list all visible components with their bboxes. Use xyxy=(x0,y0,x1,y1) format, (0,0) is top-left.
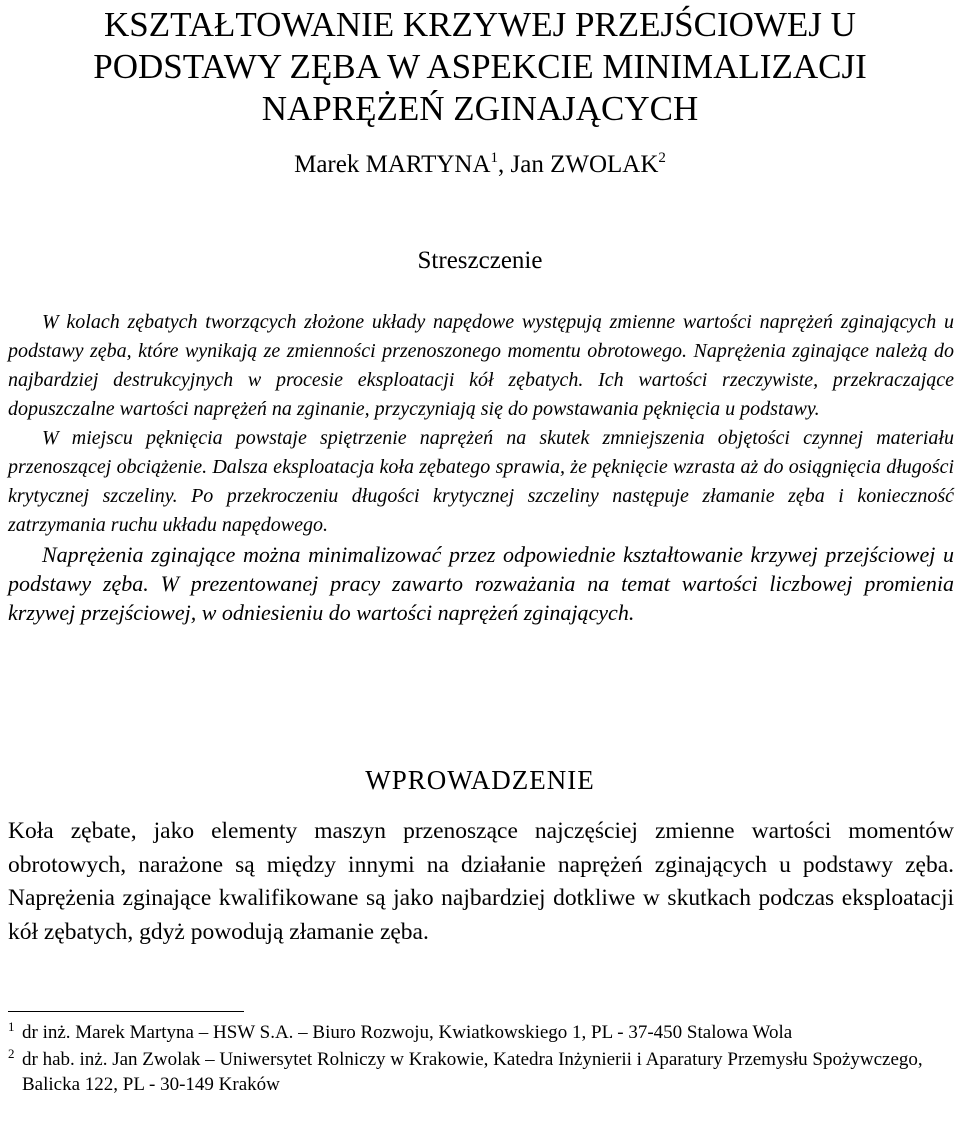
abstract-body xyxy=(8,308,954,627)
title-line: NAPRĘŻEŃ ZGINAJĄCYCH xyxy=(261,89,699,128)
abstract-paragraph: W kolach zębatych tworzących złożone układy napędowe występują zmienne wartości naprężeń zginających u podstawy zęba, które wynikają ze zmienności przenoszonego momentu obrotowego. Naprężenia zginające należą do najbardziej destrukcyjnych w procesie eksploatacji kół zębatych. Ich wartości rzeczywiste, przekraczające dopuszczalne wartości naprężeń na zginanie, przyczyniają się do powstawania pęknięcia u podstawy. xyxy=(8,311,954,420)
footnote-text: dr inż. Marek Martyna – HSW S.A. – Biuro Rozwoju, Kwiatkowskiego 1, PL - 37-450 Stalowa Wola xyxy=(22,1022,793,1043)
footnote-number: 1 xyxy=(8,1019,15,1034)
footnote-text: dr hab. inż. Jan Zwolak – Uniwersytet Rolniczy w Krakowie, Katedra Inżynierii i Aparatury Przemysłu Spożywczego, Balicka 122, PL - 30-149 Kraków xyxy=(22,1049,923,1095)
section-heading: WPROWADZENIE xyxy=(365,765,595,795)
author-name: Jan ZWOLAK xyxy=(510,151,659,178)
author-affiliation-mark: 1 xyxy=(490,150,498,166)
footnote-number: 2 xyxy=(8,1046,15,1061)
abstract-paragraph: Naprężenia zginające można minimalizować przez odpowiednie kształtowanie krzywej przejściowej u podstawy zęba. W prezentowanej pracy zawarto rozważania na temat wartości liczbowej promienia krzywej przejściowej, w odniesieniu do wartości naprężeń zginających. xyxy=(8,542,954,625)
paper-title xyxy=(0,4,960,130)
title-line: KSZTAŁTOWANIE KRZYWEJ PRZEJŚCIOWEJ U xyxy=(104,5,856,44)
author-list xyxy=(0,150,960,180)
footnote-divider xyxy=(8,1011,244,1012)
footnote xyxy=(8,1047,954,1097)
author-affiliation-mark: 2 xyxy=(658,150,666,166)
abstract-heading: Streszczenie xyxy=(417,247,543,274)
abstract-paragraph: W miejscu pęknięcia powstaje spiętrzenie naprężeń na skutek zmniejszenia objętości czynnej materiału przenoszącej obciążenie. Dalsza eksploatacja koła zębatego sprawia, że pęknięcie wzrasta aż do osiągnięcia długości krytycznej szczeliny. Po przekroczeniu długości krytycznej szczeliny następuje złamanie zęba i konieczność zatrzymania ruchu układu napędowego. xyxy=(8,427,954,536)
author-separator: , xyxy=(498,151,511,178)
footnote xyxy=(8,1020,954,1045)
footnotes xyxy=(8,1020,954,1099)
author-name: Marek MARTYNA xyxy=(294,151,491,178)
intro-paragraph: Koła zębate, jako elementy maszyn przenoszące najczęściej zmienne wartości momentów obrotowych, narażone są między innymi na działanie naprężeń zginających u podstawy zęba. Naprężenia zginające kwalifikowane są jako najbardziej dotkliwe w skutkach podczas eksploatacji kół zębatych, gdyż powodują złamanie zęba. xyxy=(8,818,954,945)
title-line: PODSTAWY ZĘBA W ASPEKCIE MINIMALIZACJI xyxy=(93,47,867,86)
